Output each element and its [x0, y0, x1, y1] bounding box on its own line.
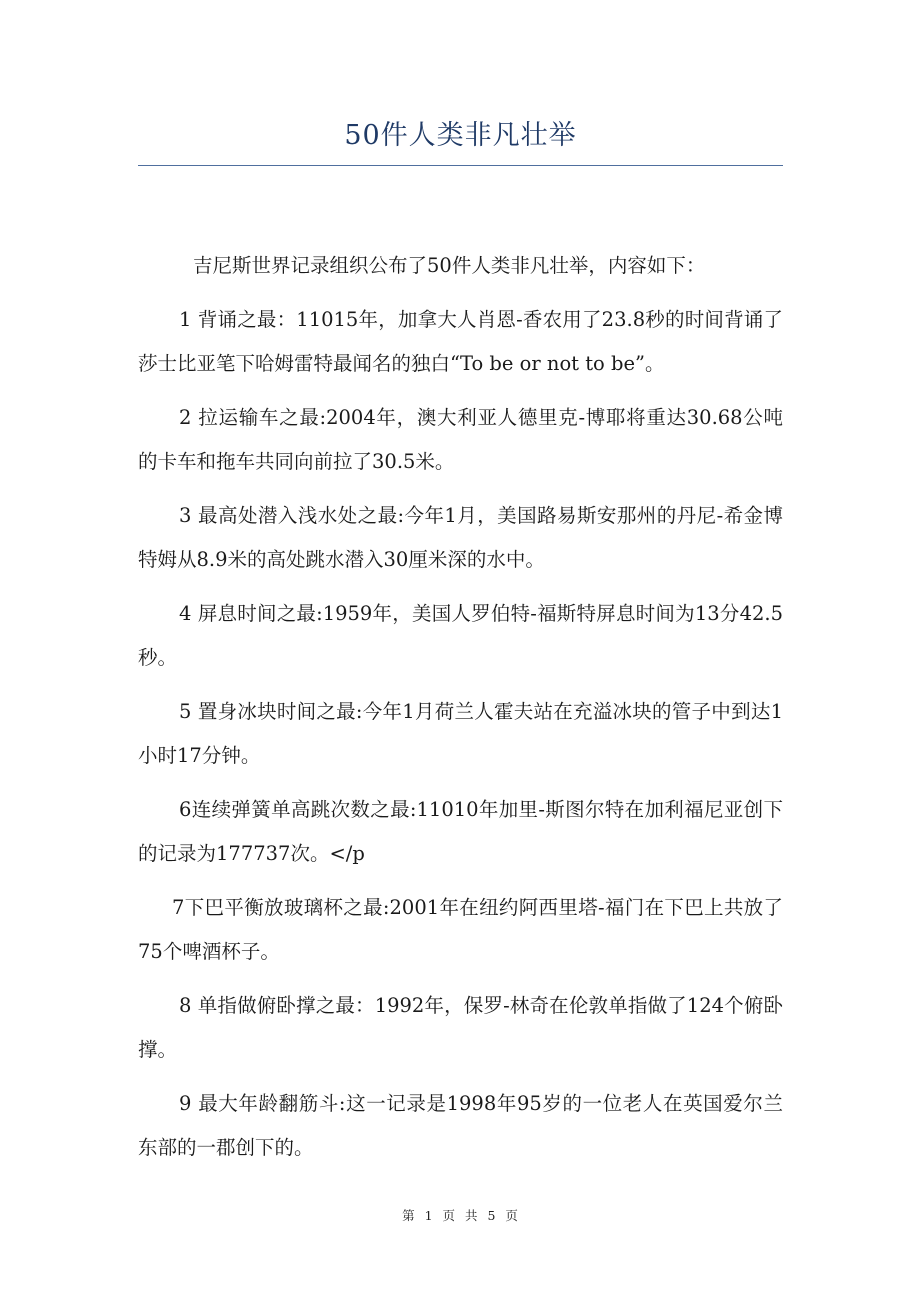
record-paragraph-7: 7下巴平衡放玻璃杯之最:2001年在纽约阿西里塔-福门在下巴上共放了75个啤酒杯子。: [138, 896, 783, 963]
record-paragraph-2: 2 拉运输车之最:2004年，澳大利亚人德里克-博耶将重达30.68公吨的卡车和拖车共同向前拉了30.5米。: [138, 406, 783, 473]
record-paragraph-3: 3 最高处潜入浅水处之最:今年1月，美国路易斯安那州的丹尼-希金博特姆从8.9米的高处跳水潜入30厘米深的水中。: [138, 504, 783, 571]
record-paragraph-4: 4 屏息时间之最:1959年，美国人罗伯特-福斯特屏息时间为13分42.5秒。: [138, 602, 783, 669]
intro-paragraph: 吉尼斯世界记录组织公布了50件人类非凡壮举，内容如下：: [193, 254, 706, 277]
record-paragraph-8: 8 单指做俯卧撑之最：1992年，保罗-林奇在伦敦单指做了124个俯卧撑。: [138, 994, 783, 1061]
record-paragraph-5: 5 置身冰块时间之最:今年1月荷兰人霍夫站在充溢冰块的管子中到达1小时17分钟。: [138, 700, 783, 767]
title-divider: [138, 165, 783, 166]
page-title: 50件人类非凡壮举: [344, 120, 577, 151]
document-body: [138, 244, 783, 1180]
page-number-footer: 第 1 页 共 5 页: [402, 1208, 518, 1223]
record-paragraph-9: 9 最大年龄翻筋斗:这一记录是1998年95岁的一位老人在英国爱尔兰东部的一郡创下的。: [138, 1092, 783, 1159]
record-paragraph-1: 1 背诵之最：11015年，加拿大人肖恩-香农用了23.8秒的时间背诵了莎士比亚笔下哈姆雷特最闻名的独白“To be or not to be”。: [138, 308, 783, 375]
record-paragraph-6: 6连续弹簧单高跳次数之最:11010年加里-斯图尔特在加利福尼亚创下的记录为177737次。</p: [138, 798, 783, 865]
